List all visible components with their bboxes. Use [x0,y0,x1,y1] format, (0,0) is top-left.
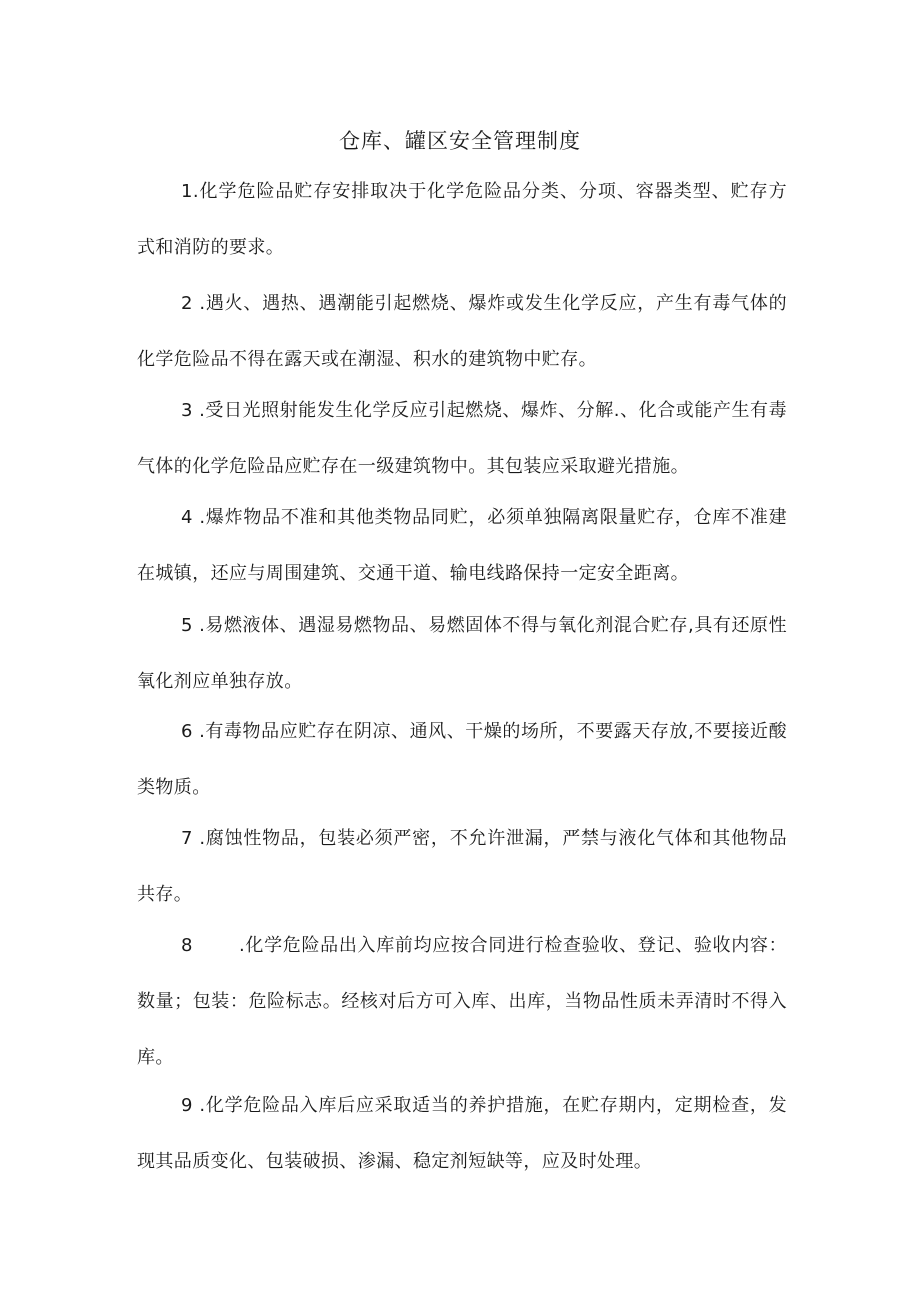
paragraph-6 [137,704,787,816]
paragraph-text: .爆炸物品不准和其他类物品同贮，必须单独隔离限量贮存，仓库不准建在城镇，还应与周围建筑、交通干道、输电线路保持一定安全距离。 [137,507,787,584]
paragraph-text: .易燃液体、遇湿易燃物品、易燃固体不得与氧化剂混合贮存,具有还原性氧化剂应单独存放。 [137,615,787,692]
paragraph-9 [137,1078,787,1190]
paragraph-number: 5 [181,615,193,636]
paragraph-7 [137,811,787,923]
paragraph-3 [137,383,787,495]
paragraph-text: .化学危险品贮存安排取决于化学危险品分类、分项、容器类型、贮存方式和消防的要求。 [137,181,787,258]
paragraph-5 [137,598,787,710]
paragraph-text: .遇火、遇热、遇潮能引起燃烧、爆炸或发生化学反应，产生有毒气体的化学危险品不得在露天或在潮湿、积水的建筑物中贮存。 [137,293,787,370]
paragraph-text: .腐蚀性物品，包装必须严密，不允许泄漏，严禁与液化气体和其他物品共存。 [137,828,787,905]
paragraph-1 [137,164,787,276]
paragraph-text: .化学危险品入库后应采取适当的养护措施，在贮存期内，定期检查，发现其品质变化、包装破损、渗漏、稳定剂短缺等，应及时处理。 [137,1095,787,1172]
paragraph-number: 6 [181,721,193,742]
paragraph-number: 1 [181,181,193,202]
paragraph-number: 8 [181,935,193,956]
paragraph-2 [137,276,787,388]
paragraph-number: 2 [181,293,193,314]
paragraph-number: 9 [181,1095,193,1116]
paragraph-text: .有毒物品应贮存在阴凉、通风、干燥的场所，不要露天存放,不要接近酸类物质。 [137,721,787,798]
document-title: 仓库、罐区安全管理制度 [339,129,581,153]
paragraph-number: 4 [181,507,193,528]
paragraph-text: .受日光照射能发生化学反应引起燃烧、爆炸、分解.、化合或能产生有毒气体的化学危险品应贮存在一级建筑物中。其包装应采取避光措施。 [137,400,787,477]
paragraph-number: 3 [181,400,193,421]
paragraph-number: 7 [181,828,193,849]
paragraph-8 [137,918,787,1086]
paragraph-4 [137,490,787,602]
paragraph-text: .化学危险品出入库前均应按合同进行检查验收、登记、验收内容：数量；包装：危险标志。经核对后方可入库、出库，当物品性质未弄清时不得入库。 [137,935,787,1068]
